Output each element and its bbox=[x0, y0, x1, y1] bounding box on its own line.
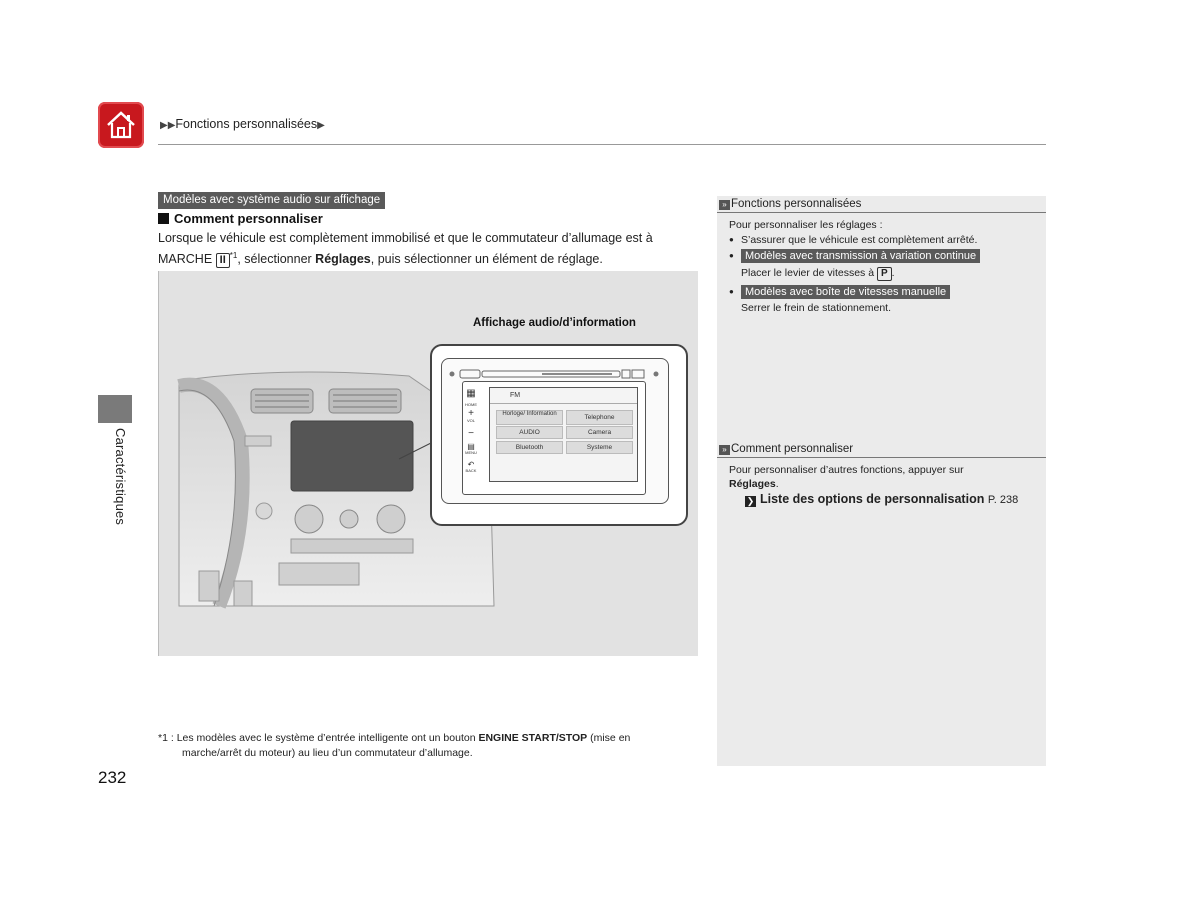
display-btn-bluetooth[interactable]: Bluetooth bbox=[496, 441, 563, 454]
instruction-marche: MARCHE bbox=[158, 252, 213, 266]
sidebar-cvt-end: . bbox=[891, 267, 895, 279]
sidebar-section2-line: Pour personnaliser d’autres fonctions, appuyer sur bbox=[729, 464, 964, 476]
footnote-mark: *1 : bbox=[158, 732, 177, 744]
footnote-ref: *1 bbox=[229, 251, 238, 260]
ignition-key-symbol: II bbox=[216, 253, 230, 268]
audio-display bbox=[489, 387, 638, 482]
sidebar-intro: Pour personnaliser les réglages : bbox=[729, 219, 883, 231]
heading-square-icon bbox=[158, 213, 169, 224]
back-key-icon[interactable]: ↶ bbox=[467, 460, 475, 469]
sidebar-bullet-cvt bbox=[741, 249, 980, 263]
display-btn-telephone[interactable]: Telephone bbox=[566, 410, 633, 425]
sidebar-cross-reference[interactable] bbox=[745, 492, 1018, 507]
sidebar-section2-period: . bbox=[775, 478, 779, 490]
footnote-bold: ENGINE START/STOP bbox=[478, 732, 588, 744]
park-key-symbol: P bbox=[877, 267, 892, 281]
instruction-bold: Réglages bbox=[315, 252, 371, 266]
cross-reference-page: P. 238 bbox=[987, 494, 1019, 506]
home-key-label: HOME bbox=[465, 402, 477, 407]
sidebar-heading-1 bbox=[717, 196, 1046, 213]
back-key-label: BACK bbox=[465, 468, 477, 473]
footnote bbox=[158, 731, 698, 760]
sidebar-heading-2 bbox=[717, 441, 1046, 458]
breadcrumb-label: Fonctions personnalisées bbox=[175, 117, 318, 131]
footnote-text-b: (mise en bbox=[587, 732, 631, 744]
footnote-text-c: marche/arrêt du moteur) au lieu d’un commutateur d’allumage. bbox=[182, 746, 473, 759]
audio-unit-top-bar bbox=[442, 367, 670, 381]
sidebar-bullet-manual bbox=[741, 285, 950, 299]
sidebar-tag-cvt: Modèles avec transmission à variation continue bbox=[741, 249, 980, 263]
sidebar-bullet-1-text: S’assurer que le véhicule est complètement arrêté. bbox=[741, 234, 978, 246]
chapter-tab-marker bbox=[98, 395, 132, 423]
breadcrumb-arrow-end: ▶ bbox=[317, 120, 325, 131]
radio-band: FM bbox=[510, 392, 521, 399]
breadcrumb-arrows: ▶▶ bbox=[160, 120, 176, 131]
section-heading bbox=[158, 211, 323, 226]
display-btn-audio[interactable]: AUDIO bbox=[496, 426, 563, 439]
menu-key-icon[interactable]: ▤ bbox=[467, 442, 475, 451]
sidebar-heading-1-text: Fonctions personnalisées bbox=[731, 198, 862, 210]
volume-up-key[interactable]: + bbox=[468, 408, 474, 419]
sidebar-section2-bold: Réglages bbox=[729, 478, 776, 490]
display-btn-camera[interactable]: Camera bbox=[566, 426, 633, 439]
section-heading-text: Comment personnaliser bbox=[174, 211, 323, 226]
header-divider bbox=[158, 144, 1046, 145]
breadcrumb[interactable] bbox=[160, 117, 325, 131]
volume-down-key[interactable]: − bbox=[468, 428, 474, 439]
sidebar-tag-manual: Modèles avec boîte de vitesses manuelle bbox=[741, 285, 950, 299]
volume-key-label: VOL bbox=[466, 418, 475, 423]
menu-key-label: MENU bbox=[465, 450, 477, 455]
sidebar-bullet-1 bbox=[741, 233, 977, 247]
cross-reference-icon: ❯ bbox=[746, 496, 755, 506]
home-key-icon[interactable]: ▦ bbox=[466, 388, 476, 399]
sidebar-cvt-text bbox=[741, 266, 895, 281]
home-button[interactable] bbox=[98, 102, 144, 148]
cross-reference-label: Liste des options de personnalisation bbox=[760, 492, 985, 506]
display-btn-systeme[interactable]: Systeme bbox=[566, 441, 633, 454]
display-btn-clock-info[interactable]: Horloge/ Information bbox=[496, 410, 563, 425]
sidebar-heading-2-text: Comment personnaliser bbox=[731, 443, 854, 455]
instruction-end: , puis sélectionner un élément de réglage. bbox=[370, 252, 603, 266]
instruction-paragraph bbox=[158, 229, 698, 268]
display-status-bar bbox=[490, 388, 637, 404]
chapter-label: Caractéristiques bbox=[113, 428, 128, 526]
home-icon bbox=[105, 109, 137, 141]
side-key-column bbox=[464, 388, 478, 474]
illustration-caption: Affichage audio/d’information bbox=[473, 317, 636, 329]
sidebar-section2-text bbox=[729, 463, 964, 491]
sidebar-manual-text: Serrer le frein de stationnement. bbox=[741, 302, 891, 314]
sidebar-cvt-label: Placer le levier de vitesses à bbox=[741, 267, 877, 279]
page-number: 232 bbox=[98, 768, 127, 787]
instruction-mid: , sélectionner bbox=[237, 252, 316, 266]
note-arrow-icon: » bbox=[719, 200, 730, 210]
model-tag: Modèles avec système audio sur affichage bbox=[158, 192, 385, 209]
instruction-line1: Lorsque le véhicule est complètement immobilisé et que le commutateur d’allumage est à bbox=[158, 231, 653, 245]
note-arrow-icon: » bbox=[719, 445, 730, 455]
footnote-text-a: Les modèles avec le système d’entrée intelligente ont un bouton bbox=[176, 732, 479, 744]
